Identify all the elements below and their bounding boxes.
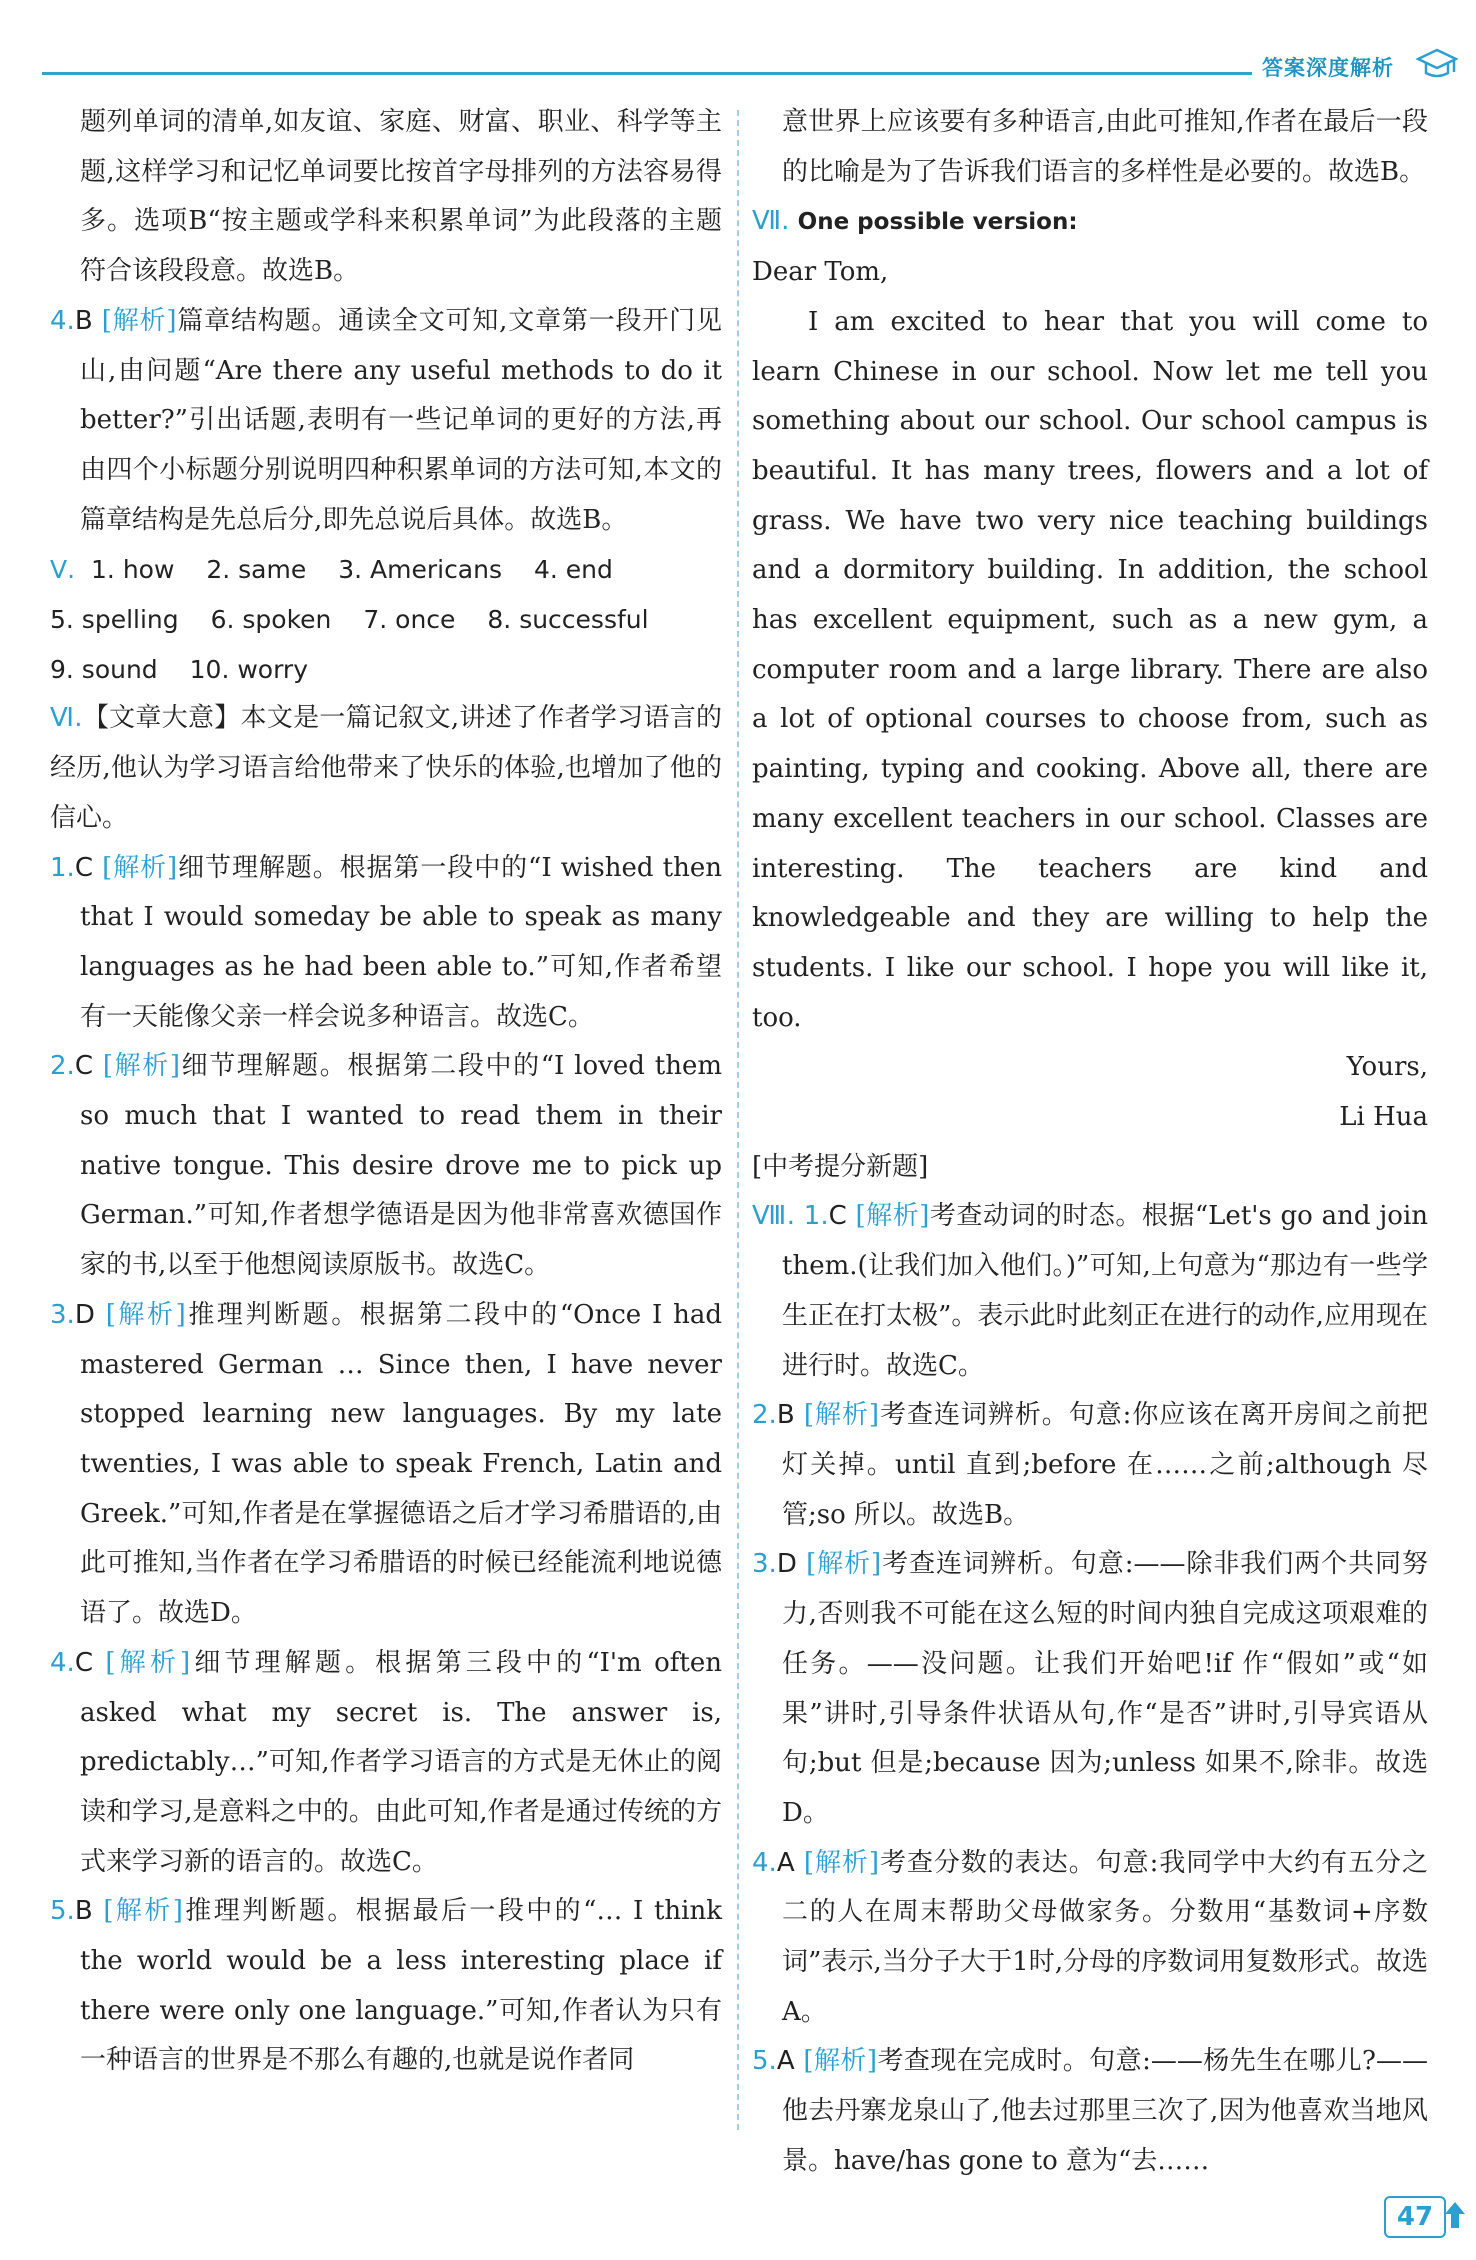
left-paragraph-continued: 题列单词的清单,如友谊、家庭、财富、职业、科学等主题,这样学习和记忆单词要比按首字母排列的方法容易得多。选项B“按主题或学科来积累单词”为此段落的主题符合该段段意。故选B。 (80, 107, 722, 287)
answer-item-iv-4: 4.B [解析]篇章结构题。通读全文可知,文章第一段开门见山,由问题“Are there any useful methods to do it better?”引出话题,表明有一些记单词的更好的方法,再由四个小标题分别说明四种积累单词的方法可知,本文的篇章结构是先总后分,即先总说后具体。故选B。 (50, 305, 722, 535)
answer-v-8: 8. successful (487, 605, 649, 635)
answer-item-vi-1: 1.C [解析]细节理解题。根据第一段中的“I wished then that I would someday be able to speak as many languages as he had been able to.”可知,作者希望有一天能像父亲一样会说多种语言。故选C。 (50, 852, 722, 1032)
header-rule (42, 72, 1252, 75)
arrow-up-icon (1444, 2200, 1466, 2230)
answer-v-7: 7. once (363, 605, 456, 635)
section-title-new-questions: [中考提分新题] (752, 1151, 929, 1182)
section-label: Ⅴ. (50, 555, 76, 585)
letter-closing: Yours, (1346, 1052, 1428, 1083)
section-v-answers (50, 545, 722, 694)
right-paragraph-continued: 意世界上应该要有多种语言,由此可推知,作者在最后一段的比喻是为了告诉我们语言的多样性是必要的。故选B。 (782, 107, 1428, 187)
letter-body: I am excited to hear that you will come to learn Chinese in our school. Now let me tell you something about our school. Our school campus is beautiful. It has many trees, flowers and a lot of grass. We have two very nice teaching buildings and a dormitory building. In addition, the school has excellent equipment, such as a new gym, a computer room and a large library. There are also a lot of optional courses to choose from, such as painting, typing and cooking. Above all, there are many excellent teachers in our school. Classes are interesting. The teachers are kind and knowledgeable and they are willing to help the students. I like our school. I hope you will like it, too. (752, 306, 1428, 1033)
letter-signature: Li Hua (1339, 1102, 1428, 1133)
answer-v-1: 1. how (91, 555, 175, 585)
section-vi-intro: Ⅵ.【文章大意】本文是一篇记叙文,讲述了作者学习语言的经历,他认为学习语言给他带来了快乐的体验,也增加了他的信心。 (50, 703, 723, 833)
answer-item-viii-5: 5.A [解析]考查现在完成时。句意:——杨先生在哪儿?——他去丹寨龙泉山了,他去过那里三次了,因为他喜欢当地风景。have/has gone to 意为“去…… (752, 2046, 1428, 2176)
left-column (50, 98, 722, 2086)
answer-item-vi-2: 2.C [解析]细节理解题。根据第二段中的“I loved them so much that I wanted to read them in their native tongue. This desire drove me to pick up German.”可知,作者想学德语是因为他非常喜欢德国作家的书,以至于他想阅读原版书。故选C。 (50, 1051, 722, 1281)
answer-v-3: 3. Americans (338, 555, 502, 585)
answer-item-viii-3: 3.D [解析]考查连词辨析。句意:——除非我们两个共同努力,否则我不可能在这么短的时间内独自完成这项艰难的任务。——没问题。让我们开始吧!if 作“假如”或“如果”讲时,引导条件状语从句,作“是否”讲时,引导宾语从句;but 但是;because 因为;unless 如果不,除非。故选D。 (752, 1549, 1428, 1828)
letter-greeting: Dear Tom, (752, 257, 889, 288)
answer-v-5: 5. spelling (50, 605, 179, 635)
answer-v-10: 10. worry (189, 654, 308, 684)
header-title: 答案深度解析 (1262, 56, 1394, 80)
answer-item-viii-1: Ⅷ. 1.C [解析]考查动词的时态。根据“Let's go and join them.(让我们加入他们。)”可知,上句意为“那边有一些学生正在打太极”。表示此时此刻正在进行的动作,应用现在进行时。故选C。 (752, 1201, 1429, 1381)
answer-item-viii-4: 4.A [解析]考查分数的表达。句意:我同学中大约有五分之二的人在周末帮助父母做家务。分数用“基数词+序数词”表示,当分子大于1时,分母的序数词用复数形式。故选A。 (752, 1847, 1429, 2027)
page-number: 47 (1384, 2196, 1446, 2238)
answer-item-viii-2: 2.B [解析]考查连词辨析。句意:你应该在离开房间之前把灯关掉。until 直到;before 在……之前;although 尽管;so 所以。故选B。 (752, 1400, 1428, 1530)
answer-item-vi-4: 4.C [解析]细节理解题。根据第三段中的“I'm often asked what my secret is. The answer is, predictably…”可知,作者学习语言的方式是无休止的阅读和学习,是意料之中的。由此可知,作者是通过传统的方式来学习新的语言的。故选C。 (50, 1647, 722, 1877)
section-vii-heading: Ⅶ. One possible version: (752, 206, 1078, 237)
answer-v-6: 6. spoken (210, 605, 332, 635)
right-column (752, 98, 1428, 2187)
answer-v-2: 2. same (206, 555, 307, 585)
answer-v-9: 9. sound (50, 654, 158, 684)
answer-v-4: 4. end (533, 555, 613, 585)
answer-item-vi-5: 5.B [解析]推理判断题。根据最后一段中的“… I think the world would be a less interesting place if there were only one language.”可知,作者认为只有一种语言的世界是不那么有趣的,也就是说作者同 (50, 1896, 722, 2076)
answer-item-vi-3: 3.D [解析]推理判断题。根据第二段中的“Once I had mastered German … Since then, I have never stopped learning new languages. By my late twenties, I was able to speak French, Latin and Greek.”可知,作者是在掌握德语之后才学习希腊语的,由此可推知,当作者在学习希腊语的时候已经能流利地说德语了。故选D。 (50, 1299, 722, 1629)
graduation-cap-icon (1416, 46, 1458, 82)
column-divider (737, 110, 739, 2130)
